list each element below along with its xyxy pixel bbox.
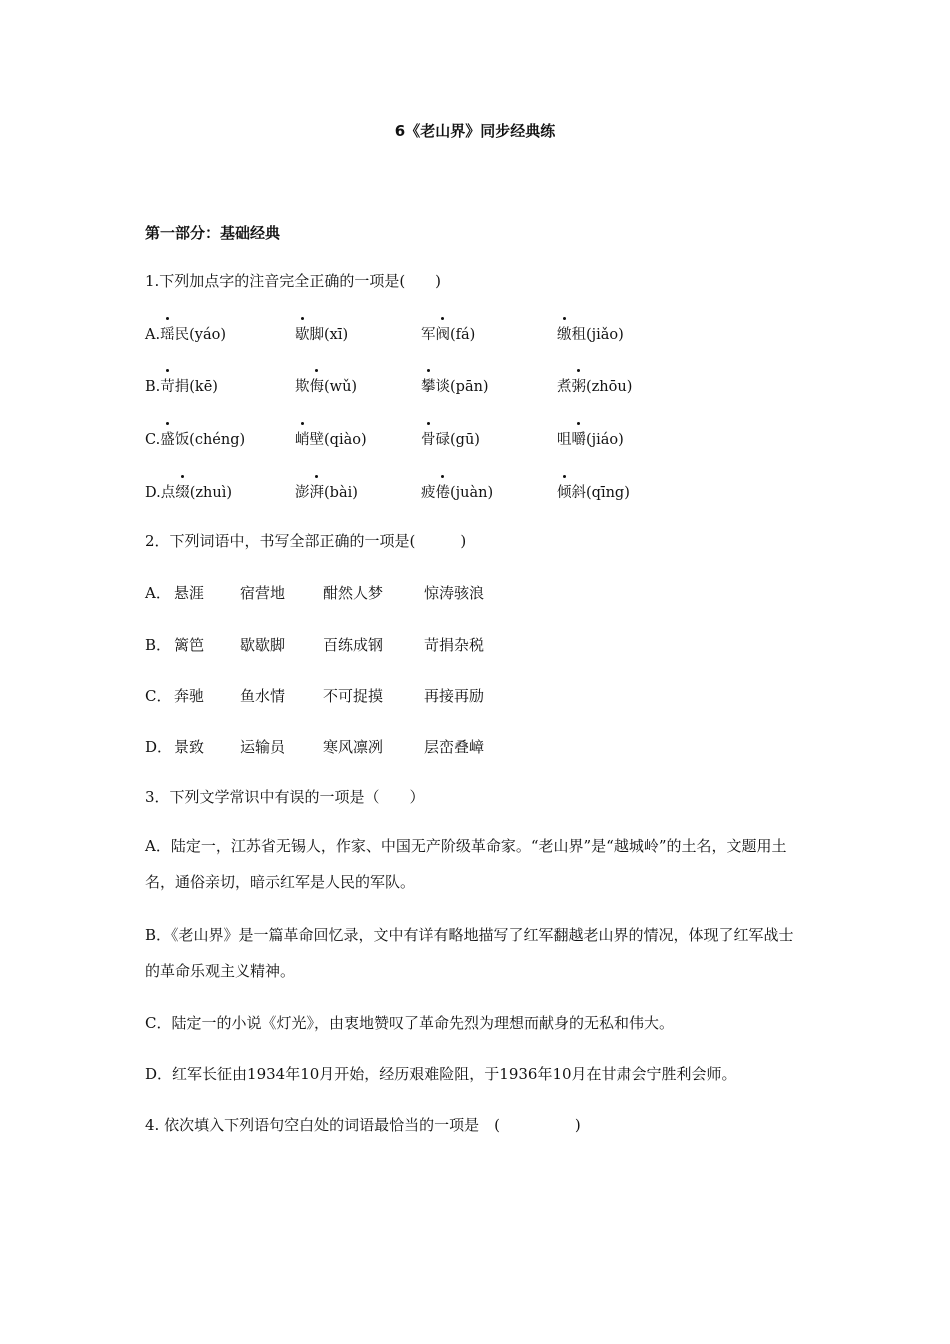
q2-word: 百练成钢 bbox=[323, 636, 384, 654]
q1-word-part: 军 bbox=[421, 327, 436, 343]
q1-word-part: (juàn) bbox=[450, 485, 494, 501]
q1-word-part: 民(yáo) bbox=[174, 327, 226, 343]
q2-word: 寒风凛冽 bbox=[323, 738, 384, 756]
q1-option-item bbox=[145, 428, 245, 449]
q1-word-part: 饭(chéng) bbox=[174, 432, 246, 448]
q2-word: 层峦叠嶂 bbox=[424, 738, 485, 756]
q1-option-item bbox=[557, 375, 632, 396]
q1-option-item bbox=[295, 323, 348, 344]
q2-word: 酣然人梦 bbox=[323, 584, 384, 602]
q1-option-label: D. bbox=[145, 485, 161, 501]
q1-dotted-char: 湃 bbox=[310, 481, 325, 502]
q1-stem: 1.下列加点字的注音完全正确的一项是( ) bbox=[145, 272, 442, 290]
q3-option-d: D．红军长征由1934年10月开始，经历艰难险阻，于1936年10月在甘肃会宁胜利会师。 bbox=[145, 1065, 737, 1083]
q2-word: 鱼水情 bbox=[240, 687, 286, 705]
q2-option-label: B． bbox=[145, 636, 172, 654]
q1-option-item bbox=[557, 481, 630, 502]
q1-dotted-char: 缴 bbox=[557, 323, 572, 344]
q1-word-part: (fá) bbox=[450, 327, 476, 343]
q3-option-b: B．《老山界》是一篇革命回忆录，文中有详有略地描写了红军翻越老山界的情况，体现了红军战士的革命乐观主义精神。 bbox=[145, 926, 794, 980]
q2-stem: 2．下列词语中，书写全部正确的一项是( ) bbox=[145, 532, 467, 550]
q2-word: 景致 bbox=[174, 738, 205, 756]
q1-dotted-char: 歇 bbox=[295, 323, 310, 344]
q1-dotted-char: 侮 bbox=[310, 375, 325, 396]
q1-dotted-char: 嚼 bbox=[572, 428, 587, 449]
q1-option-item bbox=[145, 481, 232, 502]
q2-word: 运输员 bbox=[240, 738, 286, 756]
q2-word: 不可捉摸 bbox=[323, 687, 384, 705]
q3-option-c: C．陆定一的小说《灯光》，由衷地赞叹了革命先烈为理想而献身的无私和伟大。 bbox=[145, 1014, 674, 1032]
q1-word-part: 煮 bbox=[557, 379, 572, 395]
q1-word-part: 咀 bbox=[557, 432, 572, 448]
q1-option-label: B. bbox=[145, 379, 161, 395]
q4-stem: 4. 依次填入下列语句空白处的词语最恰当的一项是 ( ) bbox=[145, 1116, 581, 1134]
q1-word-part: (zhōu) bbox=[586, 379, 633, 395]
q1-word-part: (bài) bbox=[324, 485, 358, 501]
q1-option-item bbox=[421, 428, 480, 449]
q1-dotted-char: 盛 bbox=[160, 428, 175, 449]
q1-dotted-char: 倾 bbox=[557, 481, 572, 502]
q2-word: 歇歇脚 bbox=[240, 636, 286, 654]
q1-word-part: (wǔ) bbox=[324, 379, 358, 395]
q1-word-part: 欺 bbox=[295, 379, 310, 395]
q1-dotted-char: 苛 bbox=[160, 375, 175, 396]
q1-word-part: 澎 bbox=[295, 485, 310, 501]
q1-option-label: A. bbox=[145, 327, 161, 343]
q1-word-part: (zhuì) bbox=[189, 485, 232, 501]
q2-option-label: D． bbox=[145, 738, 173, 756]
q1-word-part: (jiáo) bbox=[586, 432, 624, 448]
q1-word-part: 点 bbox=[160, 485, 176, 501]
q2-word: 奔驰 bbox=[174, 687, 205, 705]
q2-word: 篱笆 bbox=[174, 636, 205, 654]
q1-dotted-char: 缀 bbox=[175, 481, 190, 502]
q1-word-part: 斜(qīng) bbox=[571, 485, 630, 501]
q1-dotted-char: 阀 bbox=[436, 323, 451, 344]
q1-option-item bbox=[421, 481, 493, 502]
page-title: 6《老山界》同步经典练 bbox=[394, 122, 556, 140]
q1-word-part: 碌(gū) bbox=[435, 432, 480, 448]
q1-option-item bbox=[557, 323, 624, 344]
q1-dotted-char: 瑶 bbox=[160, 323, 175, 344]
q1-word-part: 脚(xī) bbox=[309, 327, 349, 343]
q2-word: 再接再励 bbox=[424, 687, 485, 705]
q1-dotted-char: 峭 bbox=[295, 428, 310, 449]
q1-word-part: 捐(kē) bbox=[174, 379, 218, 395]
q1-option-item bbox=[295, 428, 367, 449]
q3-option-a: A．陆定一，江苏省无锡人，作家、中国无产阶级革命家。“老山界”是“越城岭”的土名，文题用土名，通俗亲切，暗示红军是人民的军队。 bbox=[145, 837, 787, 891]
q1-option-item bbox=[295, 481, 358, 502]
q1-dotted-char: 倦 bbox=[436, 481, 451, 502]
q1-option-item bbox=[557, 428, 624, 449]
q1-option-item bbox=[421, 323, 475, 344]
q2-word: 苛捐杂税 bbox=[424, 636, 485, 654]
q1-word-part: 谈(pān) bbox=[435, 379, 489, 395]
q2-word: 惊涛骇浪 bbox=[424, 584, 485, 602]
q1-option-item bbox=[145, 323, 226, 344]
q1-word-part: 壁(qiào) bbox=[309, 432, 367, 448]
q1-dotted-char: 骨 bbox=[421, 428, 436, 449]
q1-option-item bbox=[421, 375, 489, 396]
q2-option-label: A． bbox=[145, 584, 171, 602]
q1-option-item bbox=[145, 375, 218, 396]
q3-stem: 3．下列文学常识中有误的一项是（ ） bbox=[145, 788, 425, 806]
q1-option-label: C. bbox=[145, 432, 161, 448]
section-heading: 第一部分：基础经典 bbox=[145, 224, 281, 242]
q1-word-part: 疲 bbox=[421, 485, 436, 501]
q1-dotted-char: 攀 bbox=[421, 375, 436, 396]
q1-option-item bbox=[295, 375, 357, 396]
q1-dotted-char: 粥 bbox=[572, 375, 587, 396]
q1-word-part: 租(jiǎo) bbox=[571, 327, 624, 343]
q2-word: 悬涯 bbox=[174, 584, 205, 602]
q2-word: 宿营地 bbox=[240, 584, 286, 602]
q2-option-label: C． bbox=[145, 687, 172, 705]
